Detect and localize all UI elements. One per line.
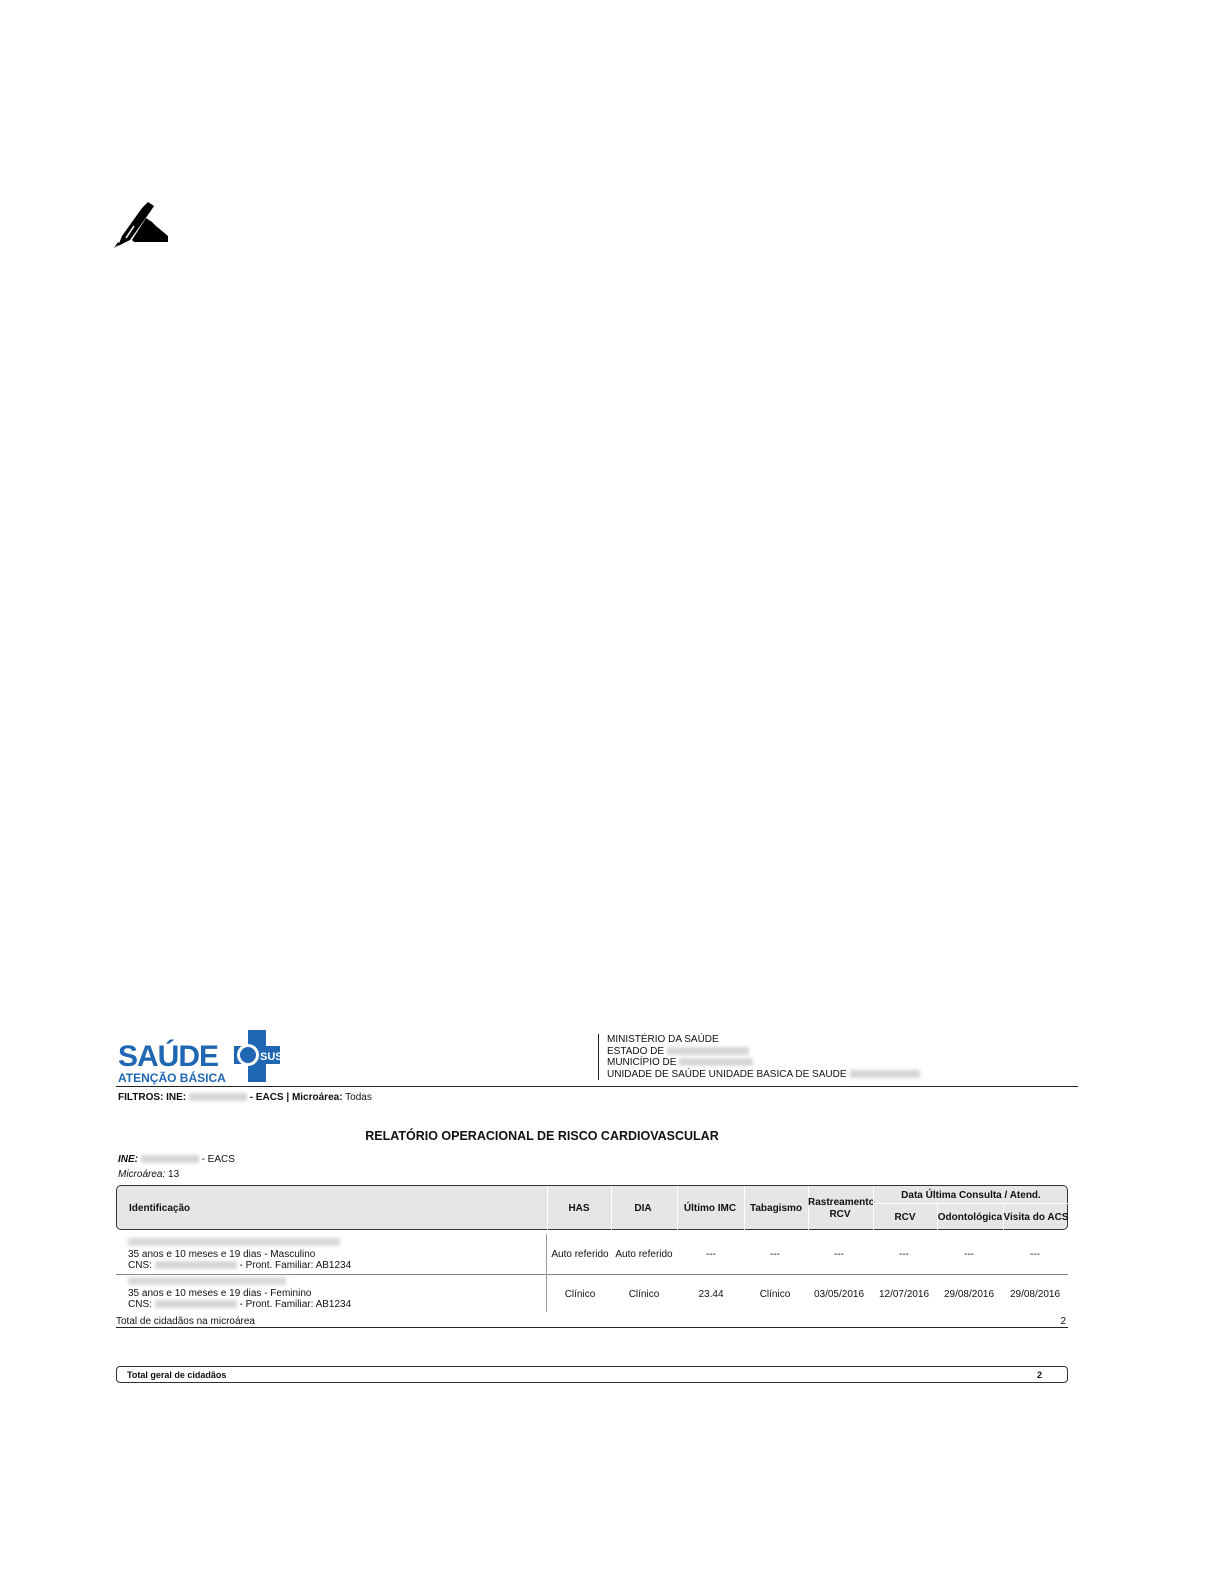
ine-line bbox=[118, 1154, 235, 1165]
row-pront: - Pront. Familiar: AB1234 bbox=[239, 1260, 352, 1271]
redacted-ine-code bbox=[141, 1155, 199, 1163]
col-ultimo-imc: Último IMC bbox=[683, 1203, 737, 1214]
health-unit-label: UNIDADE DE SAÚDE UNIDADE BASICA DE SAUDE bbox=[607, 1068, 847, 1080]
row-identification bbox=[128, 1238, 351, 1271]
col-rastreamento-rcv: Rastreamento RCV bbox=[808, 1197, 875, 1220]
grand-total-value: 2 bbox=[1037, 1370, 1043, 1380]
row-visita-acs: 29/08/2016 bbox=[1009, 1289, 1061, 1300]
group-divider bbox=[873, 1203, 1069, 1204]
row-pront: - Pront. Familiar: AB1234 bbox=[239, 1299, 352, 1310]
col-tabagismo: Tabagismo bbox=[749, 1203, 803, 1214]
logo-main-text: SAÚDE bbox=[118, 1040, 219, 1073]
filters-team: - EACS | bbox=[249, 1092, 290, 1103]
row-odontologica: 29/08/2016 bbox=[943, 1289, 995, 1300]
row-identification bbox=[128, 1277, 351, 1310]
row-imc: 23.44 bbox=[698, 1289, 724, 1300]
redacted-ine bbox=[189, 1093, 247, 1101]
col-identificacao: Identificação bbox=[129, 1203, 191, 1214]
redacted-municipality bbox=[679, 1058, 753, 1066]
total-microarea-label: Total de cidadãos na microárea bbox=[116, 1316, 255, 1327]
col-has: HAS bbox=[568, 1203, 590, 1214]
logo-subtitle: ATENÇÃO BÁSICA bbox=[118, 1071, 226, 1085]
ministry-line: MINISTÉRIO DA SAÚDE bbox=[607, 1034, 719, 1045]
microarea-label: Microárea: bbox=[118, 1169, 166, 1180]
row-line bbox=[116, 1274, 1068, 1275]
row-age-sex: 35 anos e 10 meses e 19 dias - Masculino bbox=[128, 1249, 316, 1260]
grand-total-label: Total geral de cidadãos bbox=[127, 1370, 227, 1380]
row-cns-label: CNS: bbox=[128, 1260, 152, 1271]
row-divider bbox=[546, 1234, 547, 1274]
row-dia: Clínico bbox=[628, 1289, 660, 1300]
plus-cross-icon bbox=[234, 1030, 283, 1082]
logo-badge: SUS bbox=[260, 1051, 283, 1063]
redacted-cns bbox=[155, 1300, 237, 1308]
col-group-data-ultima: Data Última Consulta / Atend. bbox=[901, 1190, 1041, 1201]
row-has: Auto referido bbox=[551, 1249, 609, 1260]
report-title: RELATÓRIO OPERACIONAL DE RISCO CARDIOVASCULAR bbox=[365, 1129, 719, 1143]
filters-micro-label: Microárea: bbox=[291, 1092, 343, 1103]
state-label: ESTADO DE bbox=[607, 1045, 665, 1057]
row-imc: --- bbox=[706, 1249, 716, 1260]
col-rcv: RCV bbox=[894, 1212, 916, 1223]
saude-esus-logo bbox=[116, 1030, 286, 1086]
redacted-unit bbox=[850, 1070, 920, 1078]
microarea-line bbox=[118, 1169, 179, 1180]
ministry-header bbox=[598, 1034, 920, 1080]
col-visita-acs: Visita do ACS bbox=[1003, 1212, 1069, 1223]
col-dia: DIA bbox=[634, 1203, 652, 1214]
writing-hand-icon bbox=[112, 200, 170, 250]
total-microarea-value: 2 bbox=[1060, 1316, 1066, 1327]
row-dia: Auto referido bbox=[615, 1249, 673, 1260]
row-age-sex: 35 anos e 10 meses e 19 dias - Feminino bbox=[128, 1288, 312, 1299]
grand-total-box bbox=[116, 1366, 1068, 1383]
row-odontologica: --- bbox=[964, 1249, 974, 1260]
row-has: Clínico bbox=[564, 1289, 596, 1300]
ine-team: - EACS bbox=[201, 1154, 235, 1165]
microarea-value: 13 bbox=[168, 1169, 180, 1180]
table-header bbox=[116, 1185, 1068, 1230]
redacted-state bbox=[667, 1047, 749, 1055]
filters-micro-value: Todas bbox=[345, 1092, 372, 1103]
ine-label: INE: bbox=[118, 1154, 138, 1165]
total-divider bbox=[116, 1327, 1068, 1328]
row-rcv: --- bbox=[899, 1249, 909, 1260]
row-rastreamento: --- bbox=[834, 1249, 844, 1260]
redacted-name bbox=[128, 1238, 340, 1246]
row-rcv: 12/07/2016 bbox=[878, 1289, 930, 1300]
filters-line bbox=[118, 1092, 372, 1103]
row-rastreamento: 03/05/2016 bbox=[813, 1289, 865, 1300]
col-odontologica: Odontológica bbox=[937, 1212, 1003, 1223]
row-tabagismo: --- bbox=[770, 1249, 780, 1260]
redacted-name bbox=[128, 1277, 286, 1285]
row-cns-label: CNS: bbox=[128, 1299, 152, 1310]
header-divider bbox=[116, 1086, 1078, 1087]
row-divider bbox=[546, 1274, 547, 1312]
redacted-cns bbox=[155, 1261, 237, 1269]
row-visita-acs: --- bbox=[1030, 1249, 1040, 1260]
filters-prefix: FILTROS: INE: bbox=[118, 1092, 187, 1103]
total-microarea-row bbox=[116, 1316, 1068, 1327]
municipality-label: MUNICÍPIO DE bbox=[607, 1057, 677, 1068]
row-tabagismo: Clínico bbox=[759, 1289, 791, 1300]
